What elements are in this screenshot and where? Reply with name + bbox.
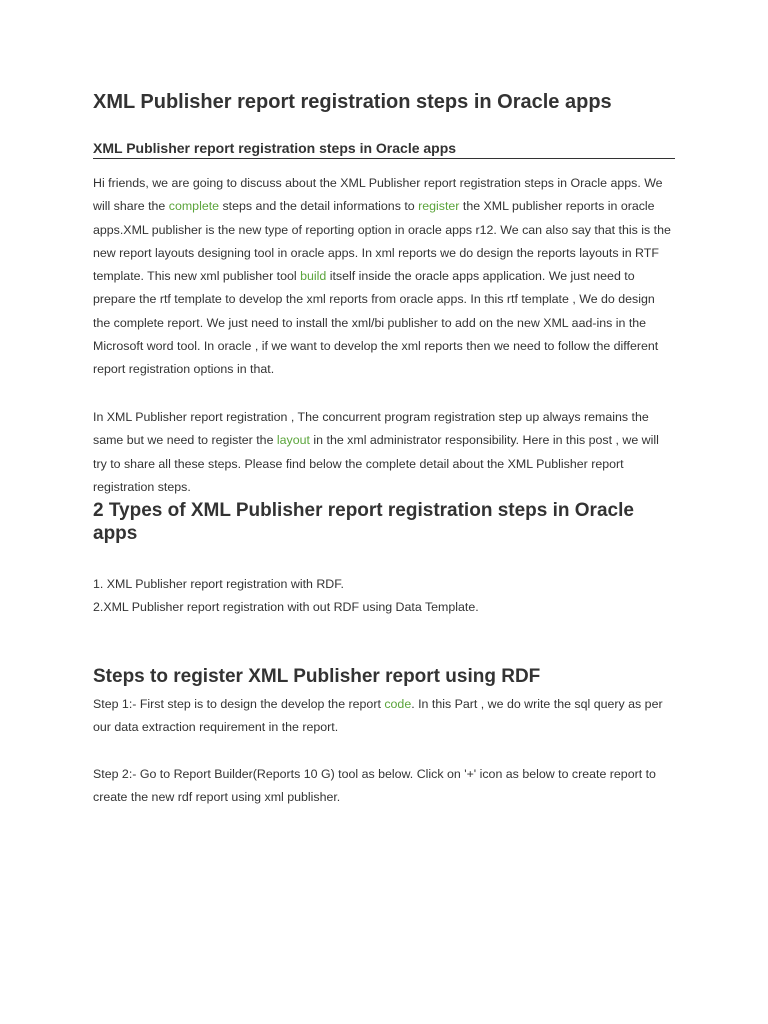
step-1-text-1: Step 1:- First step is to design the develop the report bbox=[93, 697, 385, 711]
step-2-paragraph: Step 2:- Go to Report Builder(Reports 10 G) tool as below. Click on '+' icon as below to create report to create the new rdf report using xml publisher. bbox=[93, 767, 656, 805]
registration-paragraph bbox=[93, 406, 675, 499]
intro-text-4: itself inside the oracle apps application. We just need to prepare the rtf template to develop the xml reports from oracle apps. In this rtf template , We do design the complete report. We just need to install the xml/bi publisher to add on the new XML aad-ins in the Microsoft word tool. In oracle , if we want to develop the xml reports then we need to follow the different report registration options in that. bbox=[93, 269, 659, 377]
link-layout[interactable]: layout bbox=[276, 433, 310, 448]
types-heading: 2 Types of XML Publisher report registration steps in Oracle apps bbox=[93, 500, 634, 544]
intro-text-3: the XML publisher reports in oracle apps.XML publisher is the new type of reporting option in oracle apps r12. We can also say that this is the new report layouts designing tool in oracle apps. In xml reports we do design the reports layouts in RTF template. This new xml publisher tool bbox=[93, 199, 671, 284]
intro-paragraph bbox=[93, 172, 675, 382]
page-title: XML Publisher report registration steps in Oracle apps bbox=[93, 91, 612, 113]
intro-text-2: steps and the detail informations to bbox=[219, 199, 419, 214]
intro-text-1: Hi friends, we are going to discuss about the XML Publisher report registration steps in Oracle apps. We will share the bbox=[93, 176, 663, 214]
registration-text-1: In XML Publisher report registration , The concurrent program registration step up always remains the same but we need to register the bbox=[93, 410, 649, 448]
link-register[interactable]: register bbox=[418, 199, 460, 214]
registration-text-2: in the xml administrator responsibility. Here in this post , we will try to share all these steps. Please find below the complete detail about the XML Publisher report registration steps. bbox=[93, 433, 659, 494]
link-complete[interactable]: complete bbox=[168, 199, 220, 214]
rdf-steps-heading: Steps to register XML Publisher report using RDF bbox=[93, 666, 541, 687]
list-item: 1. XML Publisher report registration with RDF. bbox=[93, 577, 344, 591]
link-build[interactable]: build bbox=[300, 269, 327, 284]
step-1-paragraph bbox=[93, 693, 675, 740]
step-1-text-2: . In this Part , we do write the sql query as per our data extraction requirement in the report. bbox=[93, 697, 663, 735]
link-code[interactable]: code bbox=[384, 697, 412, 711]
list-item: 2.XML Publisher report registration with out RDF using Data Template. bbox=[93, 600, 479, 614]
article-subtitle: XML Publisher report registration steps in Oracle apps bbox=[93, 139, 675, 159]
